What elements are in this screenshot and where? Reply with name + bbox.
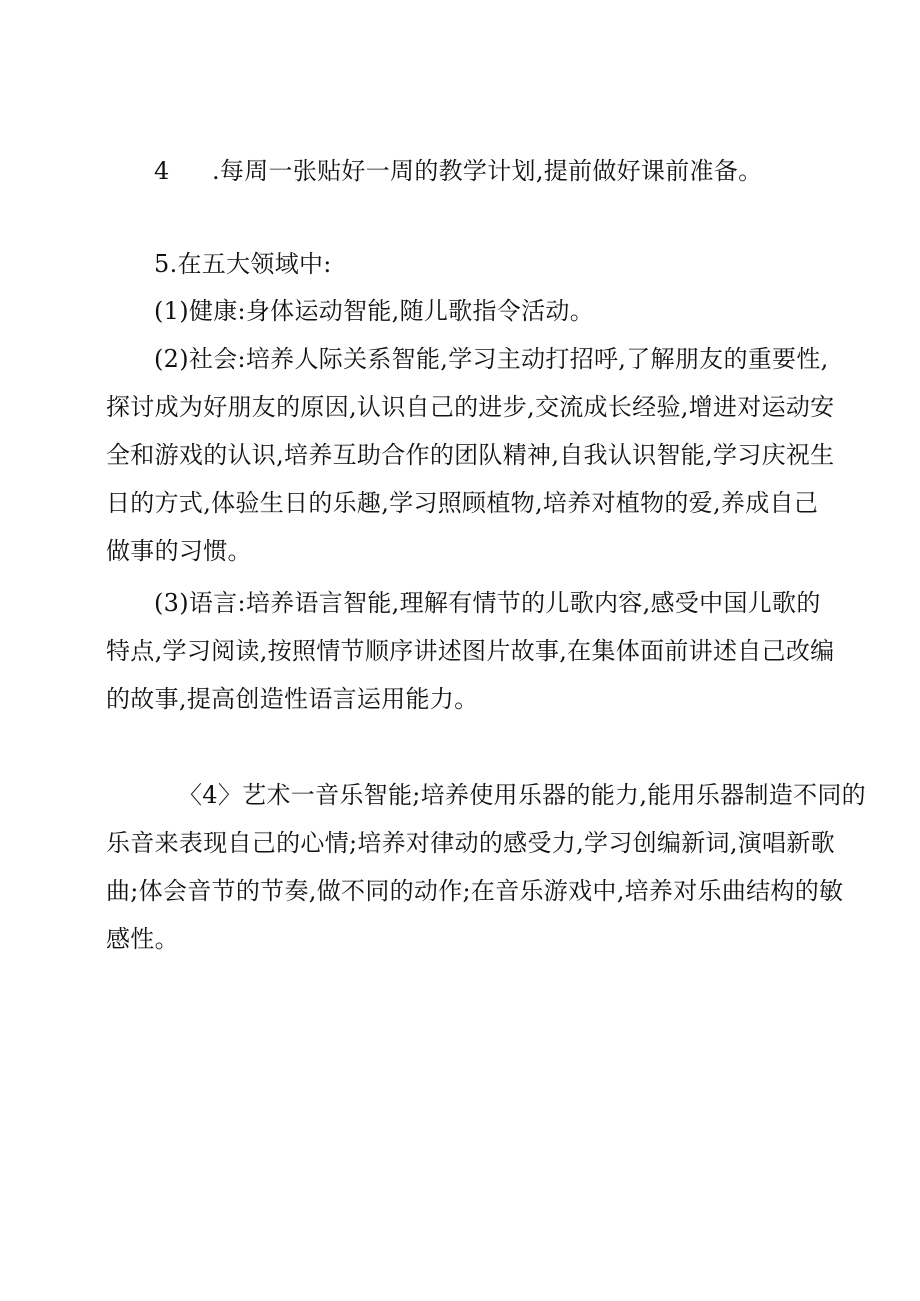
item-4-text: .每周一张贴好一周的教学计划,提前做好课前准备。 bbox=[212, 157, 763, 185]
social-paragraph-line: 探讨成为好朋友的原因,认识自己的进步,交流成长经验,增进对运动安 bbox=[106, 393, 835, 421]
item-5-heading: 5.在五大领域中: bbox=[154, 250, 332, 278]
art-paragraph-line: 曲;体会音节的节奏,做不同的动作;在音乐游戏中,培养对乐曲结构的敏 bbox=[106, 877, 844, 905]
art-paragraph-line: 乐音来表现自己的心情;培养对律动的感受力,学习创编新词,演唱新歌 bbox=[106, 829, 835, 857]
social-paragraph-line: 日的方式,体验生日的乐趣,学习照顾植物,培养对植物的爱,养成自己 bbox=[106, 489, 819, 517]
art-paragraph-line: 〈4〉艺术一音乐智能;培养使用乐器的能力,能用乐器制造不同的 bbox=[178, 781, 866, 809]
health-paragraph: (1)健康:身体运动智能,随儿歌指令活动。 bbox=[154, 297, 595, 325]
language-paragraph-line: 的故事,提高创造性语言运用能力。 bbox=[106, 685, 479, 713]
art-paragraph-line: 感性。 bbox=[106, 925, 179, 953]
language-paragraph-line: (3)语言:培养语言智能,理解有情节的儿歌内容,感受中国儿歌的 bbox=[154, 589, 821, 617]
social-paragraph-line: 做事的习惯。 bbox=[106, 537, 252, 565]
social-paragraph-line: (2)社会:培养人际关系智能,学习主动打招呼,了解朋友的重要性, bbox=[154, 345, 829, 373]
language-paragraph-line: 特点,学习阅读,按照情节顺序讲述图片故事,在集体面前讲述自己改编 bbox=[106, 637, 835, 665]
item-4-number: 4 bbox=[154, 157, 170, 185]
social-paragraph-line: 全和游戏的认识,培养互助合作的团队精神,自我认识智能,学习庆祝生 bbox=[106, 441, 835, 469]
